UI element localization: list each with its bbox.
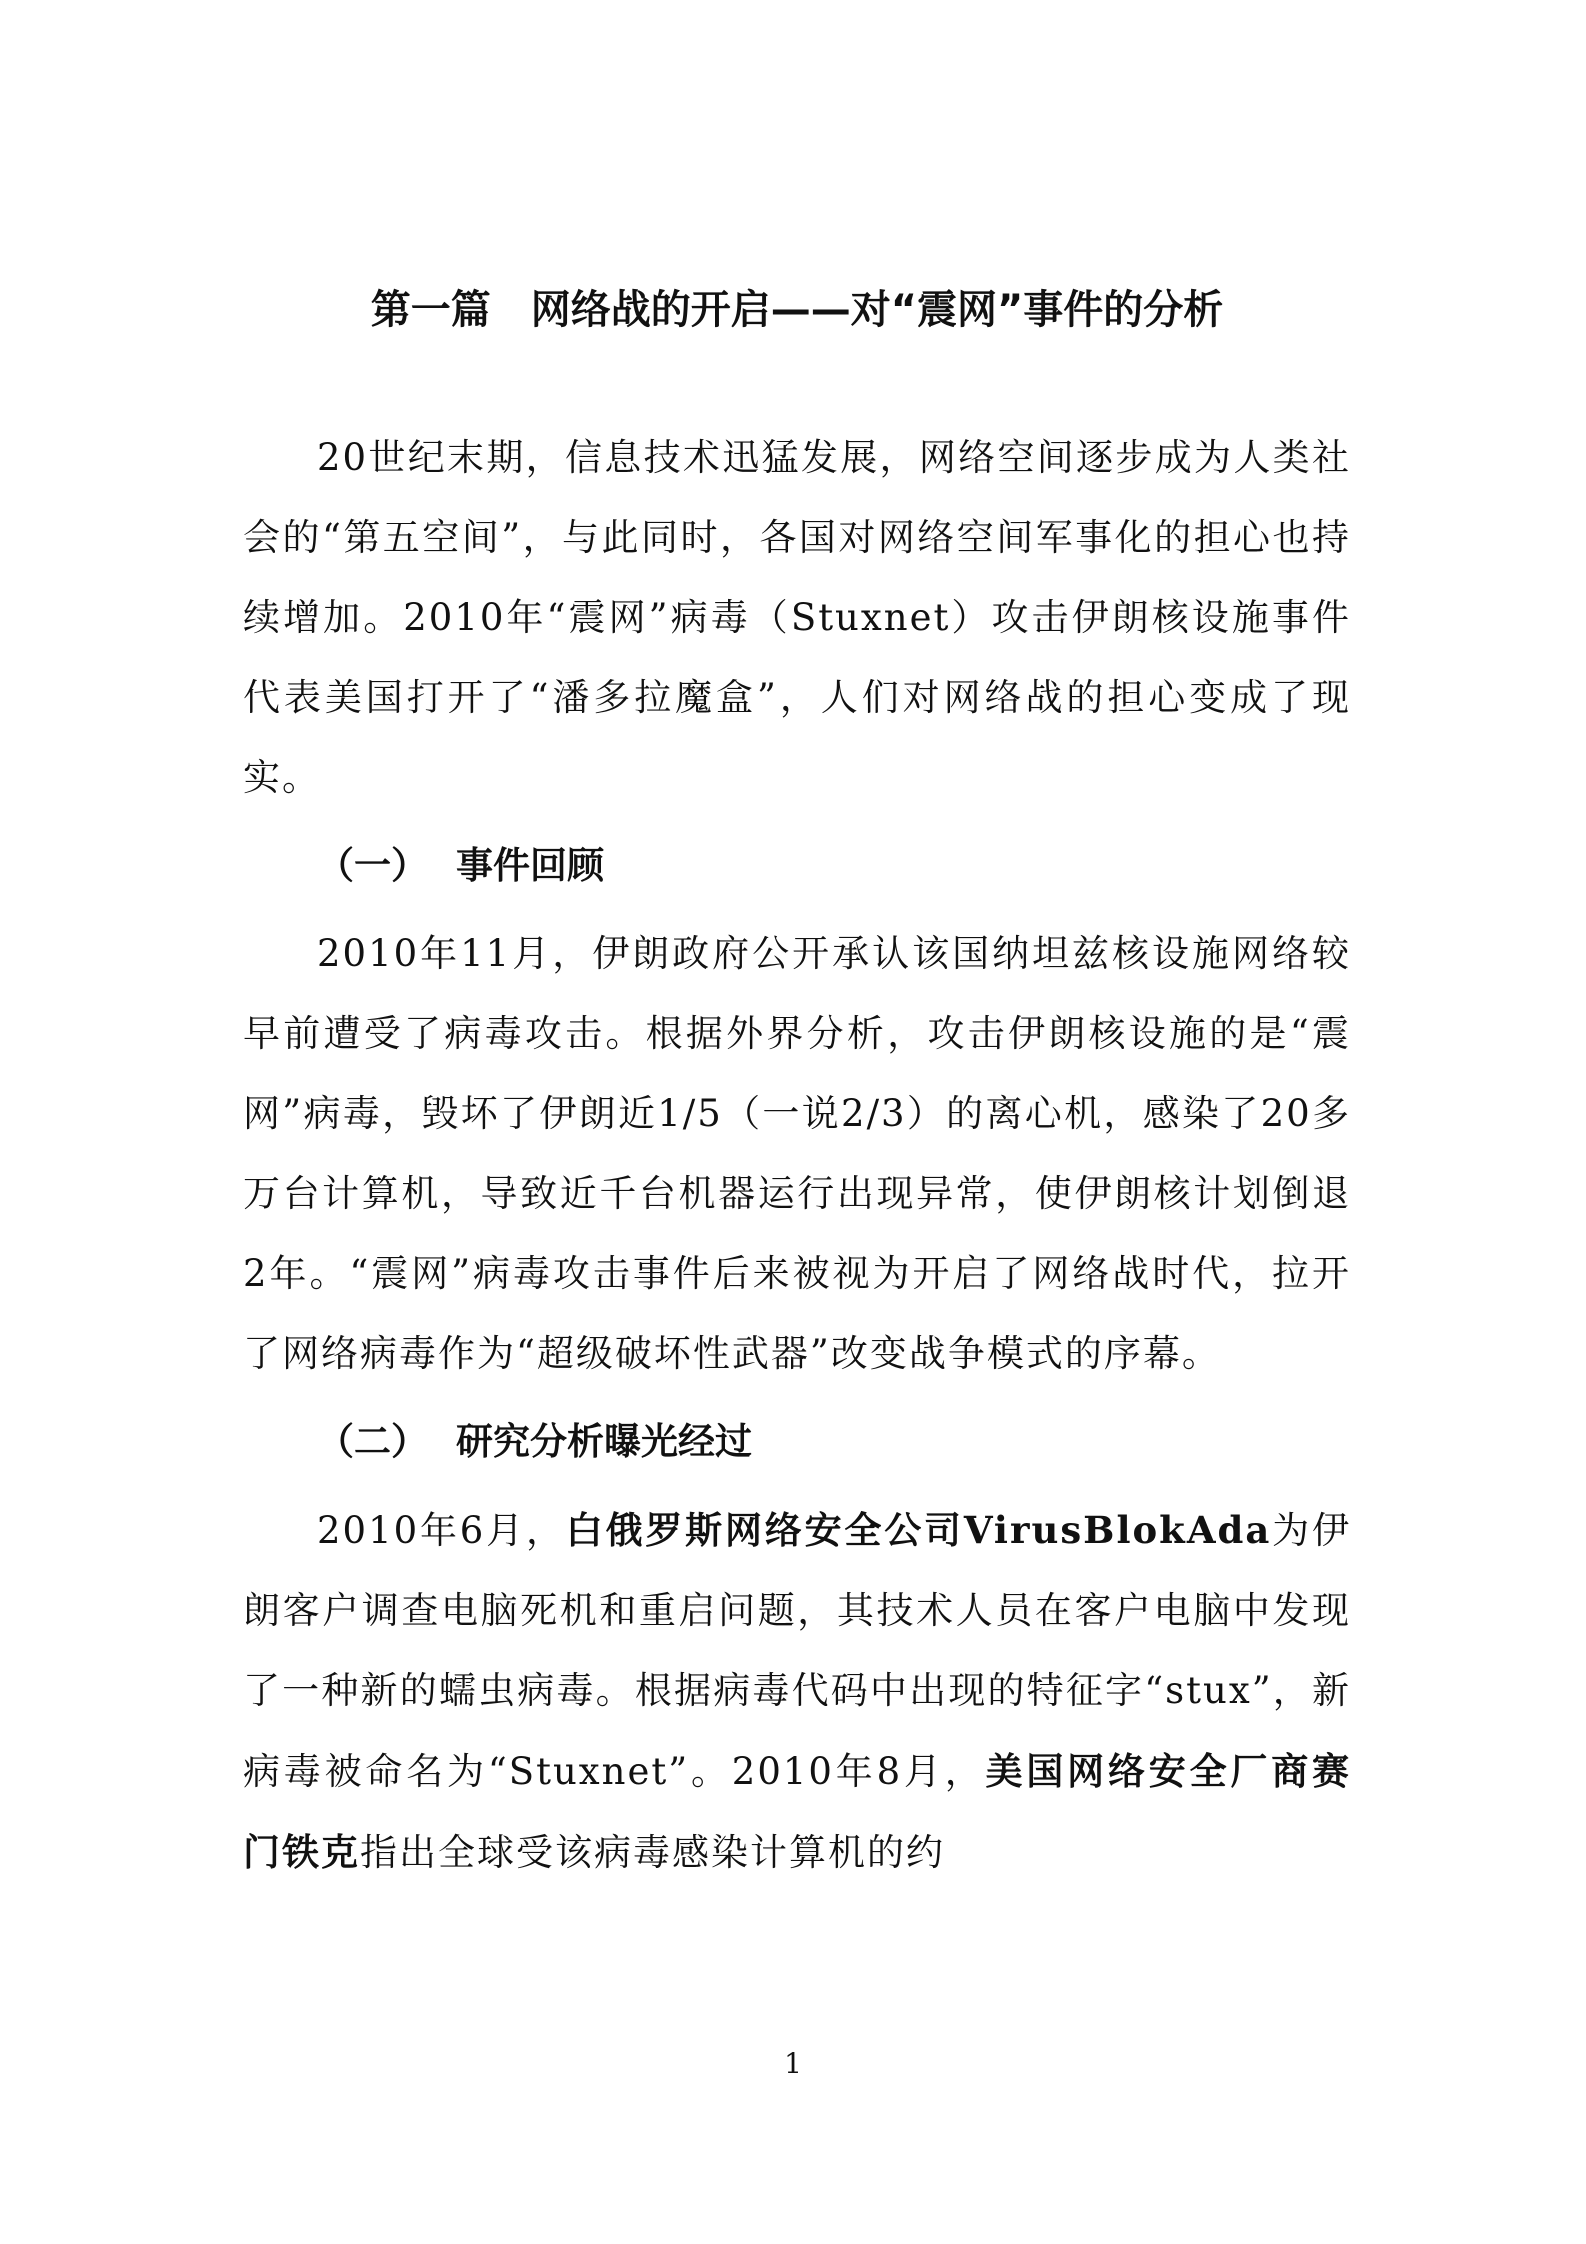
section-number-2: （二）: [317, 1420, 428, 1463]
section-heading-2: [243, 1402, 1351, 1482]
section-1-paragraph: 2010年11月，伊朗政府公开承认该国纳坦兹核设施网络较早前遭受了病毒攻击。根据外界分析，攻击伊朗核设施的是“震网”病毒，毁坏了伊朗近1/5（一说2/3）的离心机，感染了20多万台计算机，导致近千台机器运行出现异常，使伊朗核计划倒退2年。“震网”病毒攻击事件后来被视为开启了网络战时代，拉开了网络病毒作为“超级破坏性武器”改变战争模式的序幕。: [243, 932, 1351, 1375]
chapter-title: [243, 270, 1351, 350]
section-2-text-a: 2010年6月，: [317, 1509, 566, 1552]
section-2-paragraph: [243, 1490, 1351, 1893]
section-2-text-c: 指出全球受该病毒感染计算机的约: [360, 1831, 945, 1874]
chapter-title-part: 第一篇: [370, 287, 491, 333]
section-number-1: （一）: [317, 844, 428, 887]
chapter-title-main: 网络战的开启——对“震网”事件的分析: [530, 287, 1224, 333]
intro-paragraph: 20世纪末期，信息技术迅猛发展，网络空间逐步成为人类社会的“第五空间”，与此同时，各国对网络空间军事化的担心也持续增加。2010年“震网”病毒（Stuxnet）攻击伊朗核设施事件代表美国打开了“潘多拉魔盒”，人们对网络战的担心变成了现实。: [243, 436, 1351, 799]
section-title-2: 研究分析曝光经过: [456, 1420, 752, 1463]
section-2-emphasis-symantec: 美国网络安全厂商赛门铁克: [243, 1749, 1352, 1874]
page-number: 1: [784, 2047, 802, 2080]
document-body: [243, 270, 1351, 1893]
section-heading-1: [243, 826, 1351, 906]
section-2-emphasis-virusblokada: 白俄罗斯网络安全公司VirusBlokAda: [565, 1508, 1272, 1552]
section-2-text-b: 为伊朗客户调查电脑死机和重启问题，其技术人员在客户电脑中发现了一种新的蠕虫病毒。根据病毒代码中出现的特征字“stux”，新病毒被命名为“Stuxnet”。2010年8月，: [243, 1509, 1351, 1793]
section-title-1: 事件回顾: [456, 844, 604, 887]
